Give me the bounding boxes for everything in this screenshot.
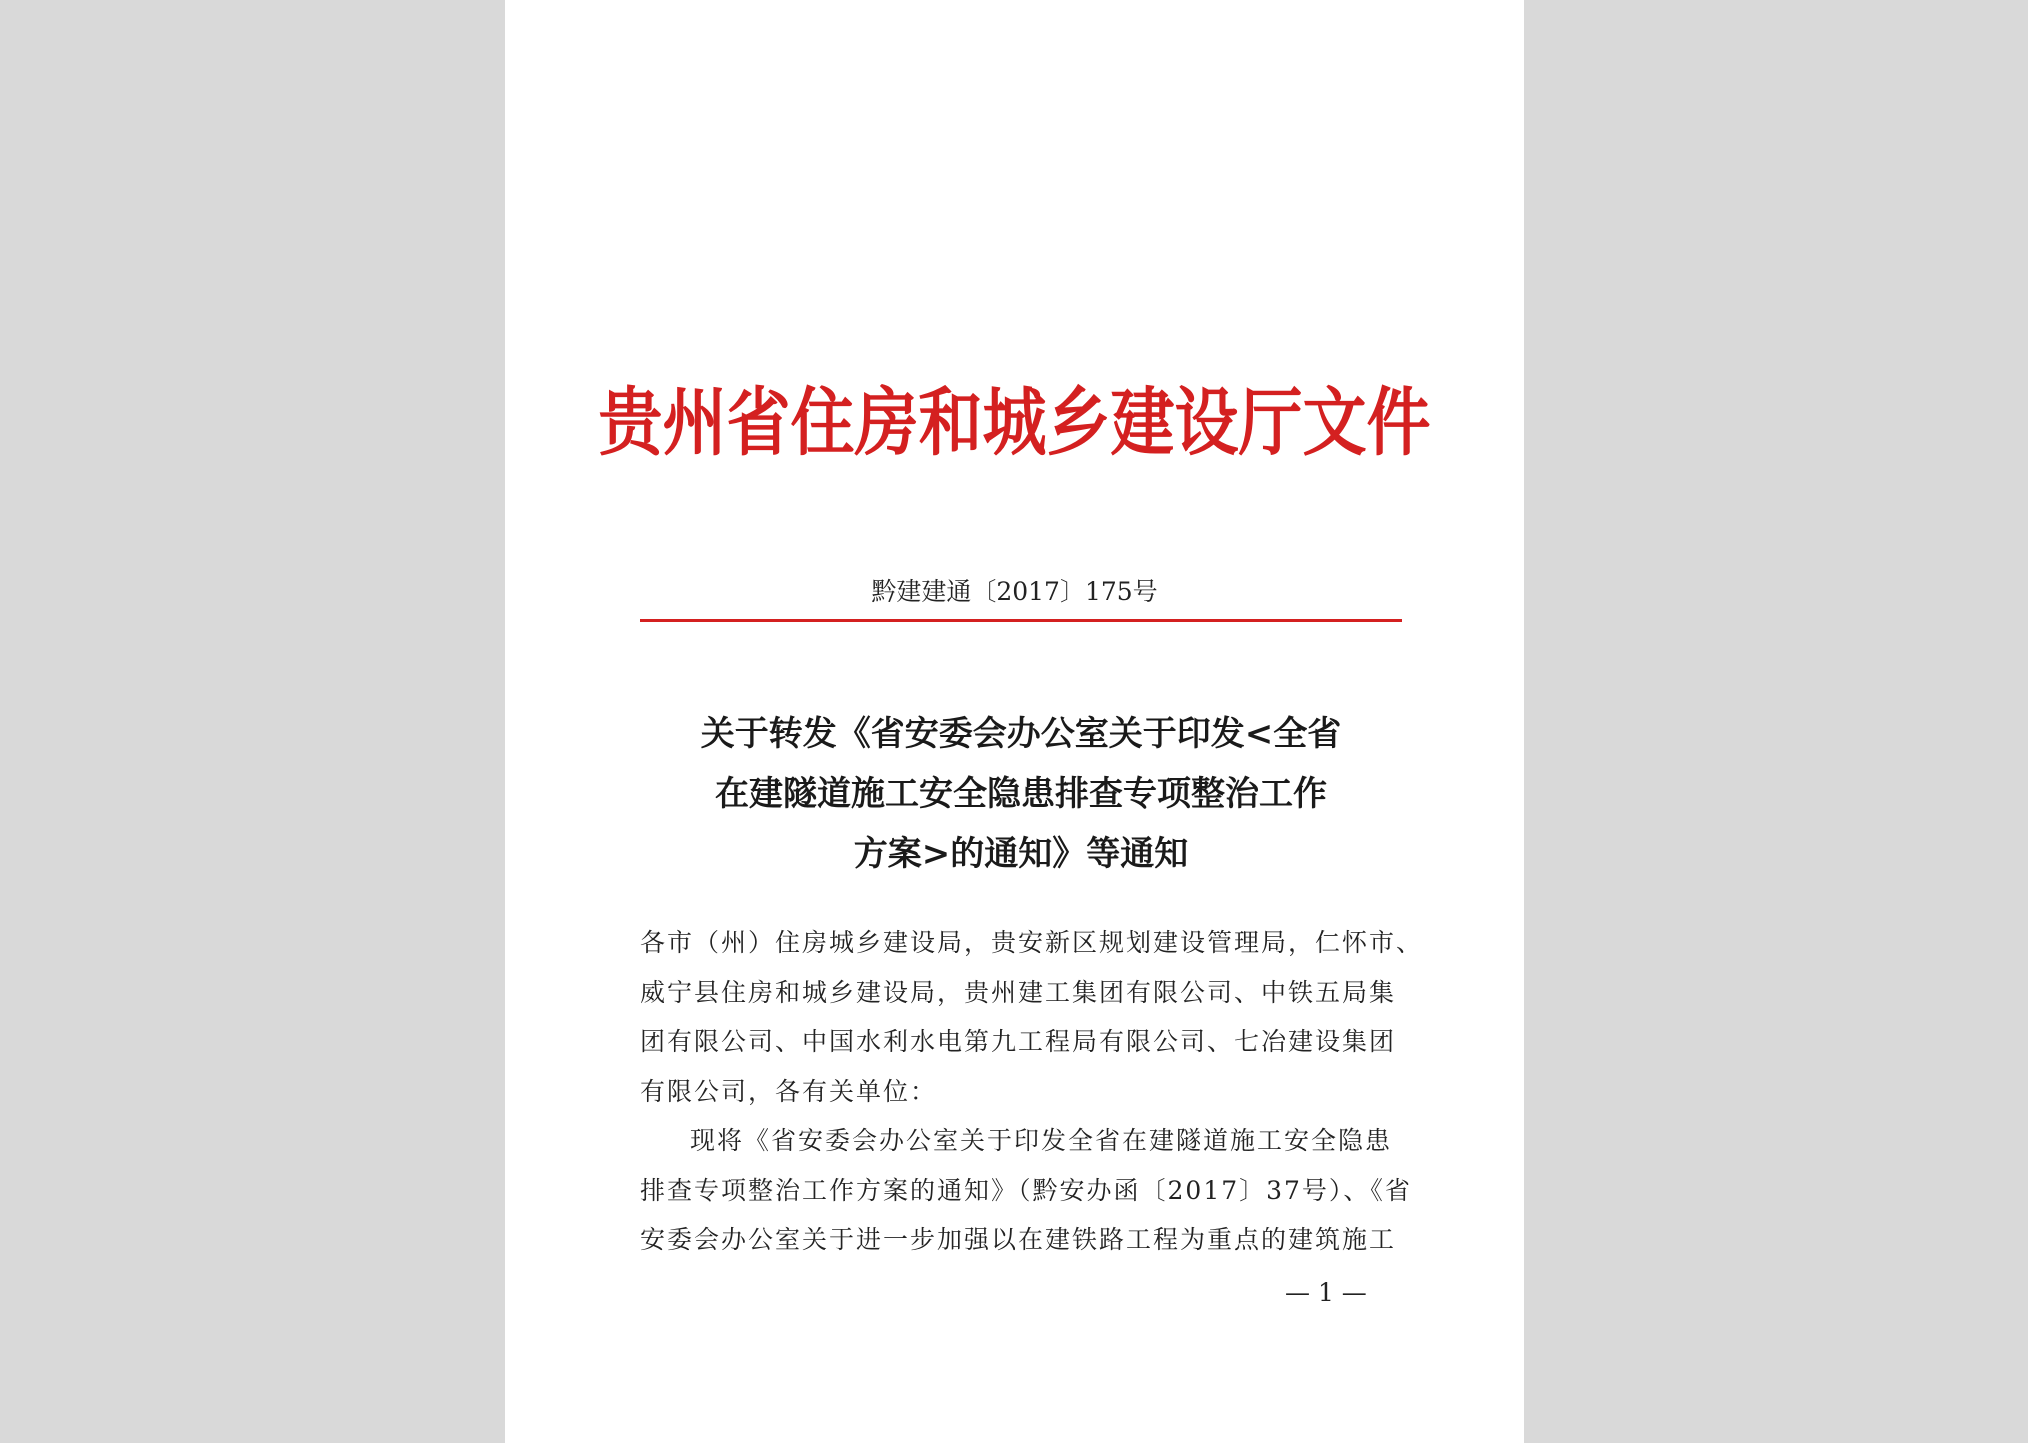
body-line: 排查专项整治工作方案的通知》（黔安办函〔2017〕37号）、《省 [640,1175,1412,1205]
body-line: 威宁县住房和城乡建设局，贵州建工集团有限公司、中铁五局集 [640,977,1397,1007]
title-line: 关于转发《省安委会办公室关于印发<全省 [700,714,1342,754]
body-line: 安委会办公室关于进一步加强以在建铁路工程为重点的建筑施工 [640,1225,1397,1254]
red-divider [640,619,1402,622]
title-line: 在建隧道施工安全隐患排查专项整治工作 [715,774,1327,814]
document-page [505,0,1524,1443]
document-body [640,918,1424,1265]
document-number: 黔建建通〔2017〕175号 [871,577,1158,606]
body-line: 有限公司，各有关单位： [640,1076,938,1106]
document-title [640,704,1402,884]
issuing-authority-header: 贵州省住房和城乡建设厅文件 [598,380,1431,467]
body-line: 团有限公司、中国水利水电第九工程局有限公司、七冶建设集团 [640,1027,1397,1056]
title-line: 方案>的通知》等通知 [853,834,1189,874]
body-line: 各市（州）住房城乡建设局，贵安新区规划建设管理局，仁怀市、 [640,928,1424,957]
body-line: 现将《省安委会办公室关于印发全省在建隧道施工安全隐患 [690,1126,1393,1155]
page-number: — 1 — [1285,1278,1367,1307]
